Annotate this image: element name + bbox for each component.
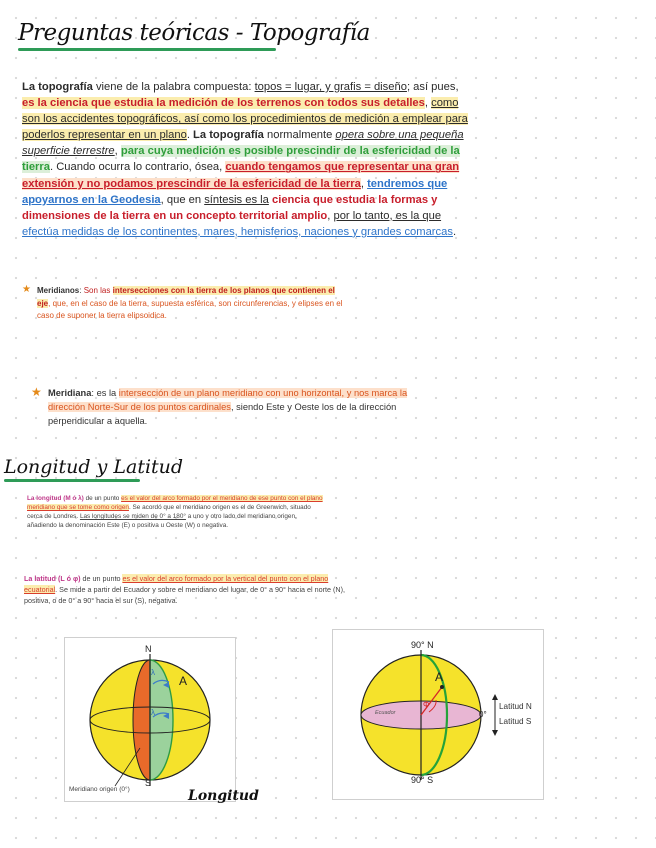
intro-synthesis: síntesis es la: [204, 193, 269, 206]
equator-label: Ecuador: [375, 710, 396, 716]
intro-geodesia-definition: ciencia que estudia la formas y dimensiones de la tierra en un concepto territorial amplio: [22, 193, 438, 222]
page-title: Preguntas teóricas - Topografía: [18, 20, 370, 46]
latitud-label: La latitud (L ó φ): [24, 574, 81, 583]
lambda-label: λ: [151, 708, 155, 717]
latitud-s-label: Latitud S: [499, 717, 532, 726]
intro-large-extension: cuando tengamos que representar una gran extensión y no podamos prescindir de la esfericidad de la tierra: [22, 161, 460, 190]
north-pole-label: 90° N: [411, 640, 434, 650]
intro-text: ,: [327, 209, 334, 222]
intro-topografia-term: La topografía: [22, 81, 93, 93]
south-label: S: [145, 778, 152, 788]
zero-degree-label: 0°: [479, 710, 487, 719]
longitude-globe-graphic: [65, 638, 235, 801]
intro-text: ,: [114, 145, 121, 158]
origin-meridian-label: Meridiano origen (0°): [69, 786, 130, 793]
intro-text: . Cuando ocurra lo contrario, ósea,: [50, 161, 226, 174]
latitude-globe-graphic: [333, 630, 543, 799]
intro-small-surface: opera sobre una pequeña superficie terrestre: [22, 129, 464, 158]
intro-text: ,: [424, 97, 432, 110]
intro-therefore: por lo tanto, es la que: [333, 209, 442, 222]
intro-text: ; así pues,: [406, 81, 459, 93]
handwritten-label: Longitud: [188, 788, 259, 804]
star-icon: ★: [31, 385, 42, 399]
latitud-definition: La latitud (L ó φ) de un punto es el valor del arco formado por la vertical del punto con el plano ecuatorial. Se mide a partir del Ecuador y sobre el meridiano del lugar, de 0° a 90° hacia el norte (N), positiva, o de 0° a 90° hacia el sur (S), negativa.: [24, 574, 345, 605]
intro-text: .: [186, 129, 194, 142]
intro-no-sphericity: para cuya medición es posible prescindir de la esfericidad de la tierra: [22, 145, 460, 174]
lambda-label: λ: [151, 668, 155, 677]
intro-text: normalmente: [263, 129, 336, 142]
meridiana-highlight: intersección de un plano meridiano con uno horizontal, y nos marca la dirección Norte-Sur de los puntos cardinales: [48, 388, 408, 412]
point-a-label: A: [435, 670, 444, 684]
intro-topografia-term: La topografía: [193, 129, 264, 142]
longitude-diagram: [64, 637, 236, 802]
north-label: N: [145, 644, 152, 654]
meridiana-note: Meridiana: es la intersección de un plano meridiano con uno horizontal, y nos marca la dirección Norte-Sur de los puntos cardinales, siendo Este y Oeste los de la dirección perpendicular a aquella.: [48, 388, 408, 426]
intro-etymology: topos = lugar, y grafis = diseño: [254, 81, 407, 93]
meridianos-note: Meridianos: Son las intersecciones con la tierra de los planos que contienen el eje, que, en el caso de la tierra, supuesta esférica, son circunferencias, y elipses en el caso de suponer la tierra elipsoidica.: [37, 286, 343, 320]
intro-measures: efectúa medidas de los continentes, mares, hemisferios, naciones y grandes comarcas: [22, 225, 453, 238]
intro-text: ,: [360, 177, 368, 190]
intro-paragraph: La topografía viene de la palabra compuesta: topos = lugar, y grafis = diseño; así pues, es la ciencia que estudia la medición de los terrenos con todos sus detalles, como son los accidentes topográficos, así como los procedimientos de medición a emplear para poderlos representar en un plano. La topografía normalmente opera sobre una pequeña superficie terrestre, para cuya medición es posible prescindir de la esfericidad de la tierra. Cuando ocurra lo contrario, ósea, cuando tengamos que representar una gran extensión y no podamos prescindir de la esfericidad de la tierra, tendremos que apoyarnos en la Geodesia, que en síntesis es la ciencia que estudia la formas y dimensiones de la tierra en un concepto territorial amplio, por lo tanto, es la que efectúa medidas de los continentes, mares, hemisferios, naciones y grandes comarcas.: [22, 81, 468, 238]
intro-text: , que en: [160, 193, 205, 206]
latitud-n-label: Latitud N: [499, 702, 532, 711]
latitude-diagram: [332, 629, 544, 800]
point-a-label: A: [179, 674, 188, 688]
phi-label: Φ: [423, 700, 430, 709]
longitud-label: La longitud (M ó λ): [27, 495, 84, 502]
intro-details: como son los accidentes topográficos, así como los procedimientos de medición a emplear para poderlos representar en un plano: [22, 97, 468, 142]
meridianos-label: Meridianos: [37, 286, 80, 295]
longitud-definition: La longitud (M ó λ) de un punto es el valor del arco formado por el meridiano de ese punto con el plano meridiano que se tome como origen. Se acordó que el meridiano origen es el de Greenwich, situado cerca de Londres. Las longitudes se miden de 0° a 180° a uno y otro lado del meridiano origen, añadiendo la denominación Este (E) o positiva u Oeste (W) o negativa.: [27, 495, 323, 529]
intro-text: viene de la palabra compuesta:: [92, 81, 255, 93]
meridianos-highlight: intersecciones con la tierra de los planos que contienen el eje: [37, 286, 335, 308]
intro-geodesia: tendremos que apoyarnos en la Geodesia: [22, 177, 448, 206]
section-underline: [4, 479, 140, 482]
intro-definition: es la ciencia que estudia la medición de los terrenos con todos sus detalles: [22, 97, 425, 110]
south-pole-label: 90° S: [411, 775, 434, 785]
star-icon: ★: [22, 284, 31, 295]
meridiana-label: Meridiana: [48, 388, 92, 398]
title-underline: [18, 48, 276, 51]
section-title: Longitud y Latitud: [4, 456, 184, 478]
